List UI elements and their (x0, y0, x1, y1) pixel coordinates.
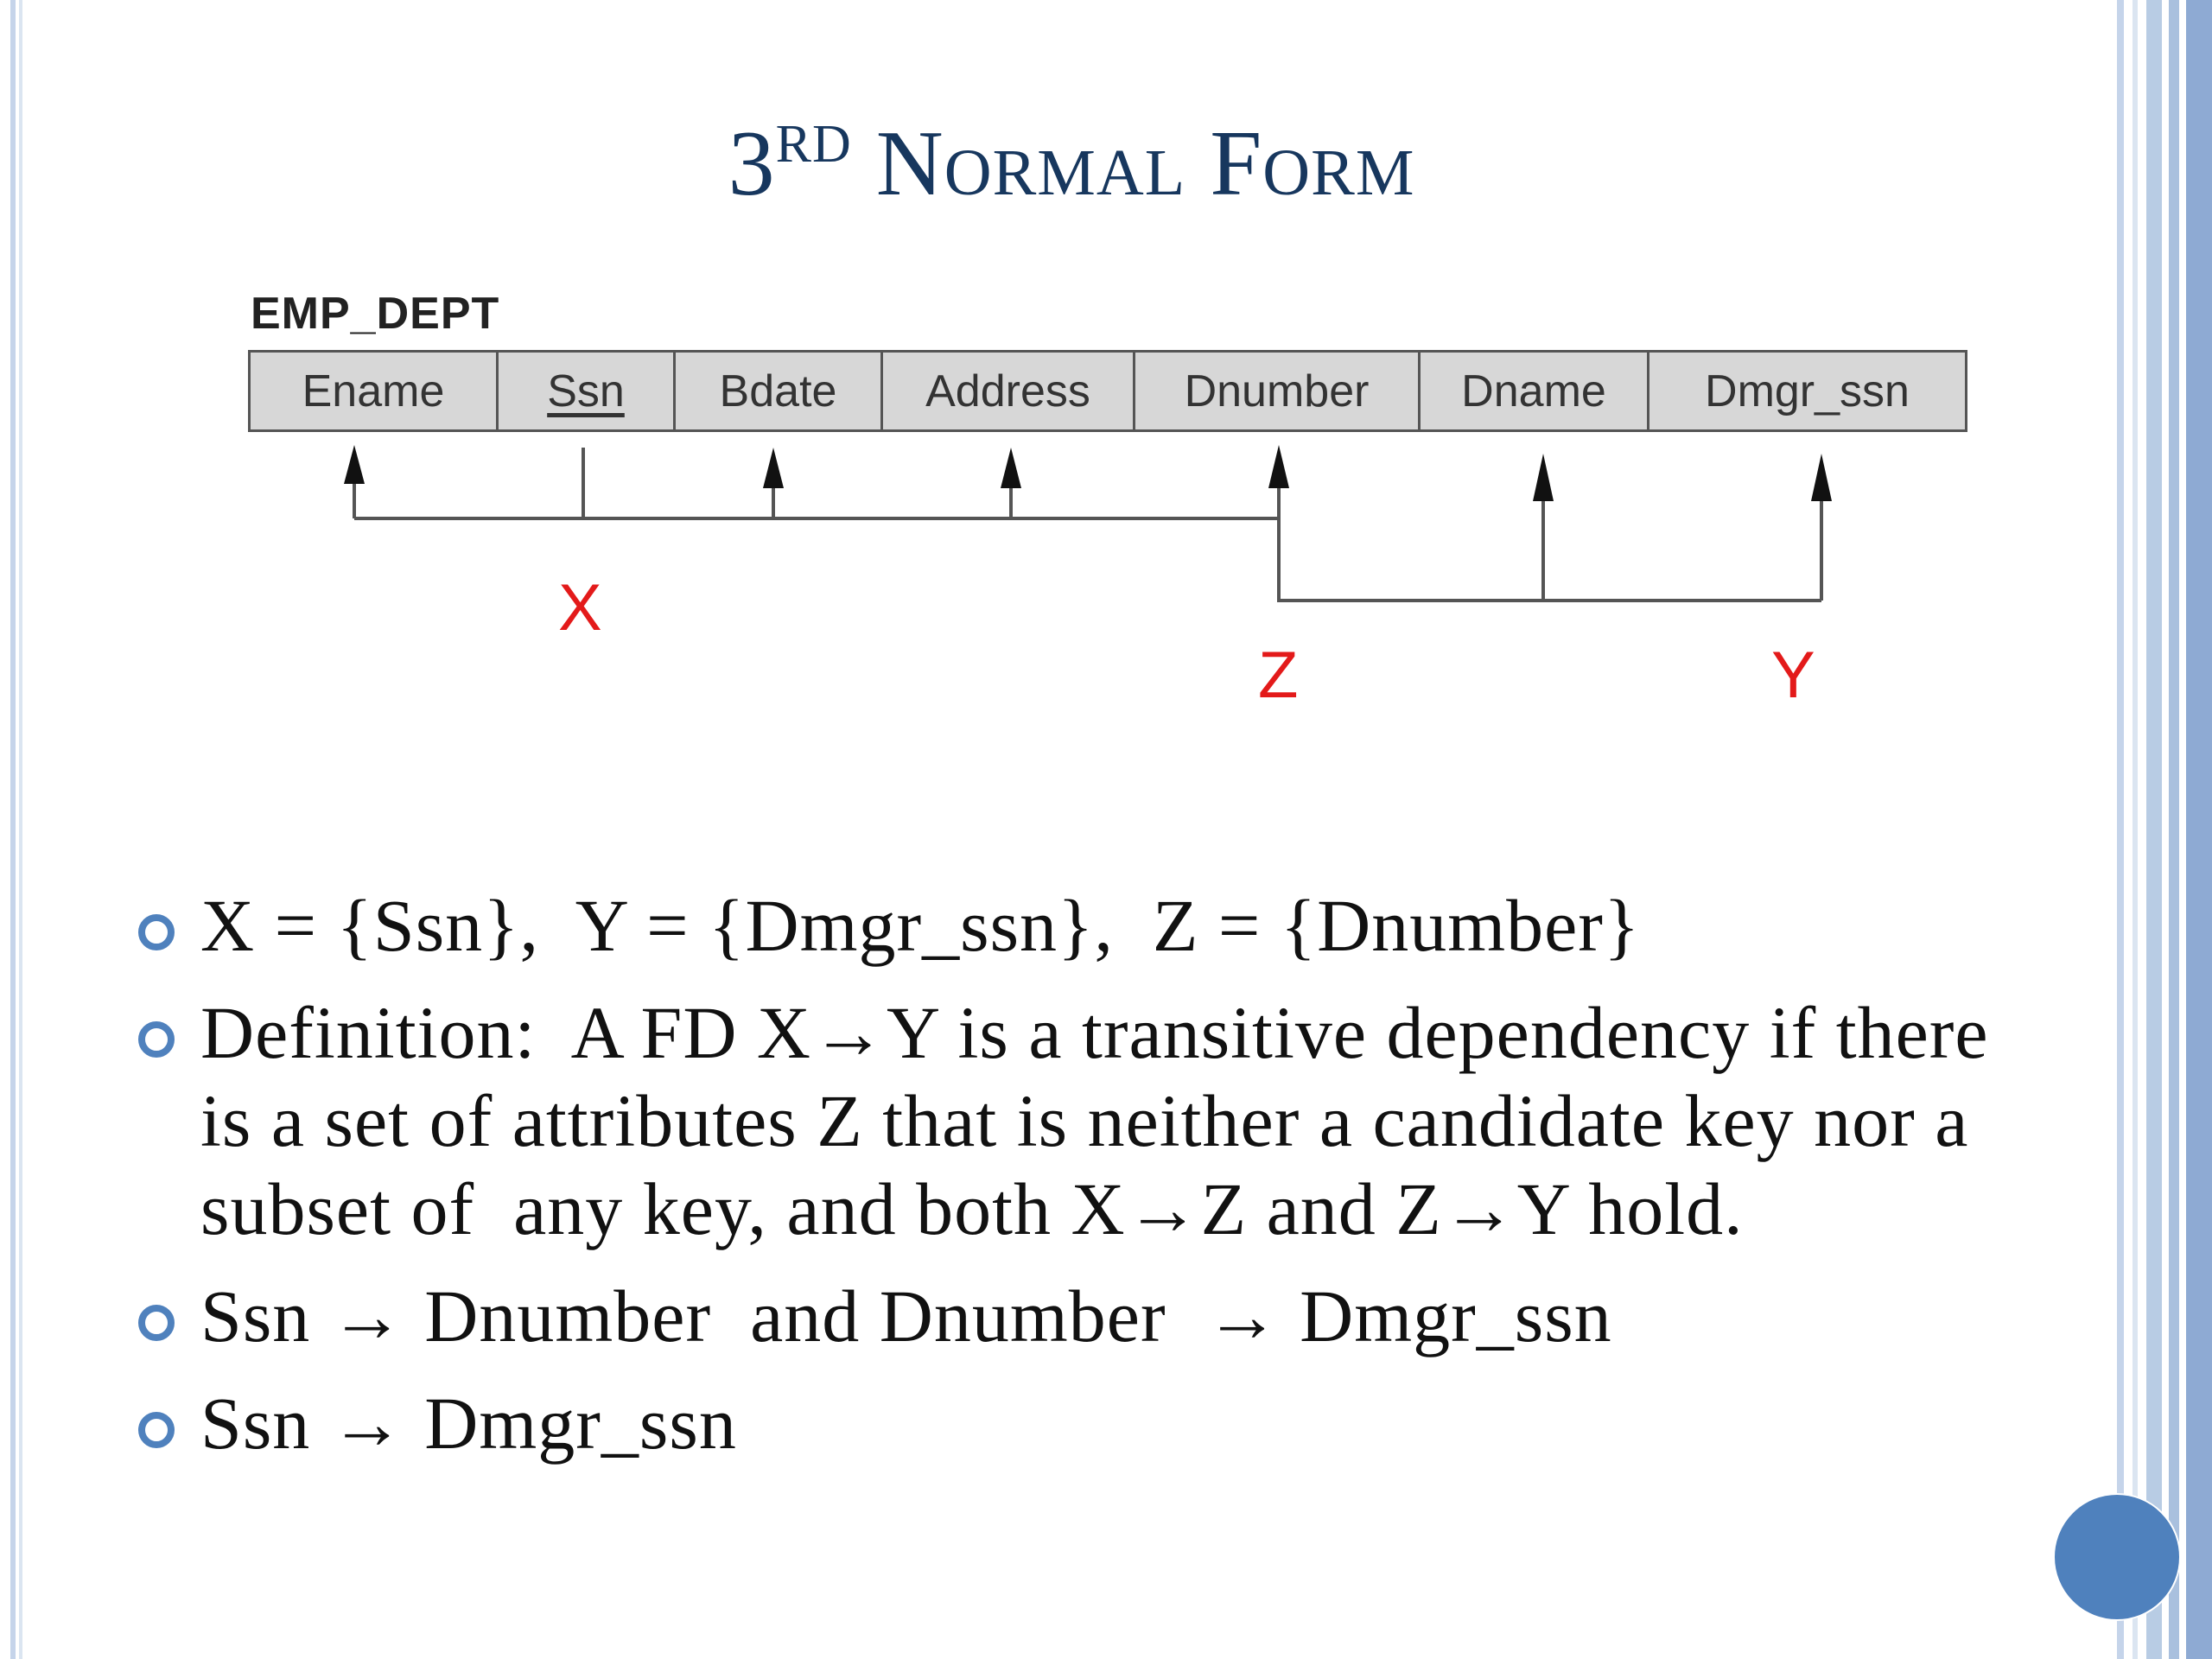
attribute-label: Dmgr_ssn (1705, 365, 1910, 416)
attribute-label: Ssn (547, 365, 625, 416)
label-x: X (558, 571, 602, 645)
title-text: Normal Form (875, 112, 1415, 215)
bullet-text: Ssn → Dnumber and Dnumber → Dmgr_ssn (200, 1274, 1612, 1357)
relation-name: EMP_DEPT (251, 289, 500, 339)
bullet-item (130, 881, 2031, 969)
attribute-label: Bdate (719, 365, 837, 416)
arrowhead-dnumber (1268, 445, 1289, 488)
arrowhead-address (1001, 448, 1021, 488)
bullet-text: Definition: A FD X→Y is a transitive dependency if there is a set of attributes Z that is neither a candidate key nor a subset of any key, and both X→Z and Z→Y hold. (200, 991, 2009, 1250)
attribute-label: Ename (302, 365, 445, 416)
label-z: Z (1258, 639, 1299, 712)
bullet-item (130, 1379, 2031, 1467)
fd-line-z (1279, 518, 1821, 601)
bullet-text: X = {Ssn}, Y = {Dmgr_ssn}, Z = {Dnumber} (200, 884, 1641, 967)
arrowhead-dname (1533, 454, 1554, 501)
circle-bullet-icon (138, 1305, 175, 1341)
attribute-label: Dnumber (1184, 365, 1370, 416)
arrowhead-dmgr (1811, 454, 1832, 501)
attribute-label: Address (925, 365, 1090, 416)
bullet-list (130, 881, 2031, 1486)
bullet-item (130, 988, 2031, 1253)
circle-bullet-icon (138, 1021, 175, 1058)
bullet-text: Ssn → Dmgr_ssn (200, 1382, 737, 1465)
circle-bullet-icon (138, 1412, 175, 1448)
title-superscript: RD (775, 115, 852, 174)
label-y: Y (1771, 639, 1815, 712)
title-number: 3 (728, 112, 776, 215)
attribute-label: Dname (1461, 365, 1606, 416)
bullet-item (130, 1272, 2031, 1360)
arrowhead-ename (344, 445, 365, 484)
circle-bullet-icon (138, 914, 175, 950)
arrowhead-bdate (763, 448, 784, 488)
